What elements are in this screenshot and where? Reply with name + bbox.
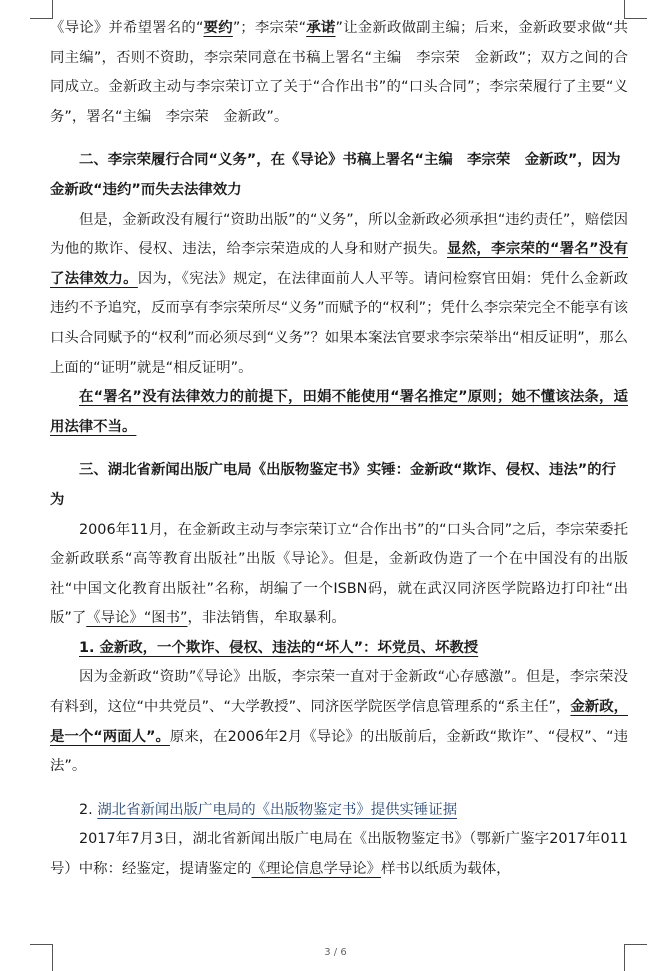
text-run: 《导论》并希望署名的“ (50, 20, 204, 36)
text-run: 因为，《宪法》规定，在法律面前人人平等。请问检察官田娟：凭什么金新政违约不予追究，反而享有李宗荣所尽“义务”而赋予的“权利”；凭什么李宗荣完全不能享有该口头合同赋予的“权利”而必须尽到“义务”？如果本案法官要求李宗荣举出“相反证明”，那么上面的“证明”就是“相反证明”。 (50, 270, 628, 376)
text-run: 2017年7月3日，湖北省新闻出版广电局在《出版物鉴定书》（鄂新广鉴字2017年011号）中称：经鉴定，提请鉴定的 (50, 831, 628, 878)
paragraph-breach (50, 206, 628, 384)
text-run: ”让金新政做副主编；后来，金新政要求做“共同主编”，否则不资助，李宗荣同意在书稿上署名“主编 李宗荣 金新政”；双方之间的合同成立。金新政主动与李宗荣订立了关于“合作出书”的“口头合同”；李宗荣履行了主要“义务”，署名“主编 李宗荣 金新政”。 (50, 20, 628, 125)
text-run: 样书以纸质为载体， (381, 861, 511, 878)
subheading-2-number: 2. (79, 801, 98, 818)
text-run: ，非法销售，牟取暴利。 (187, 610, 346, 627)
highlight-two-faced: 金新政，是一个“两面人”。 (50, 699, 628, 745)
section-heading-2: 二、李宗荣履行合同“义务”，在《导论》书稿上署名“主编 李宗荣 金新政”，因为金新政“违约”而失去法律效力 (50, 152, 621, 198)
text-run: 原来，在2006年2月《导论》的出版前后，金新政“欺诈”、“侵权”、“违法”。 (50, 728, 628, 775)
subheading-1-text: 1. 金新政，一个欺诈、侵权、违法的“坏人”：坏党员、坏教授 (79, 639, 479, 656)
highlight-book-title: 《导论》“图书” (86, 610, 188, 627)
paragraph-presumption-conclusion: 在“署名”没有法律效力的前提下，田娟不能使用“署名推定”原则；她不懂该法条，适用法律不当。 (50, 389, 628, 435)
text-run: 因为金新政“资助”《导论》出版，李宗荣一直对于金新政“心存感激”。但是，李宗荣没有料到，这位“中共党员”、“大学教授”、同济医学院医学信息管理系的“系主任”， (50, 669, 628, 716)
text-run: 但是，金新政没有履行“资助出版”的“义务”，所以金新政必须承担“违约责任”，赔偿因为他的欺诈、侵权、违法，给李宗荣造成的人身和财产损失。 (50, 211, 628, 258)
text-run: 2006年11月，在金新政主动与李宗荣订立“合作出书”的“口头合同”之后，李宗荣委托金新政联系“高等教育出版社”出版《导论》。但是，金新政伪造了一个在中国没有的出版社“中国文化教育出版社”名称，胡编了一个ISBN码，就在武汉同济医学院路边打印社“出版”了 (50, 521, 628, 627)
subheading-2 (50, 796, 628, 826)
page-number: 3 / 6 (324, 947, 347, 958)
document-body (50, 14, 628, 885)
paragraph-two-faced (50, 663, 628, 781)
section-heading-3: 三、湖北省新闻出版广电局《出版物鉴定书》实锤：金新政“欺诈、侵权、违法”的行为 (50, 462, 616, 508)
highlight-sample-book: 《理论信息学导论》 (251, 861, 382, 878)
highlight-signature-invalid: 显然，李宗荣的“署名”没有了法律效力。 (50, 241, 628, 287)
term-acceptance: 承诺 (306, 20, 336, 36)
paragraph-contract-formation (50, 14, 628, 132)
paragraph-appraisal (50, 825, 628, 884)
paragraph-fake-publisher (50, 516, 628, 634)
subheading-2-text: 湖北省新闻出版广电局的《出版物鉴定书》提供实锤证据 (97, 801, 458, 818)
subheading-1 (50, 634, 628, 664)
term-offer: 要约 (203, 20, 233, 36)
text-run: ”；李宗荣“ (232, 20, 307, 36)
